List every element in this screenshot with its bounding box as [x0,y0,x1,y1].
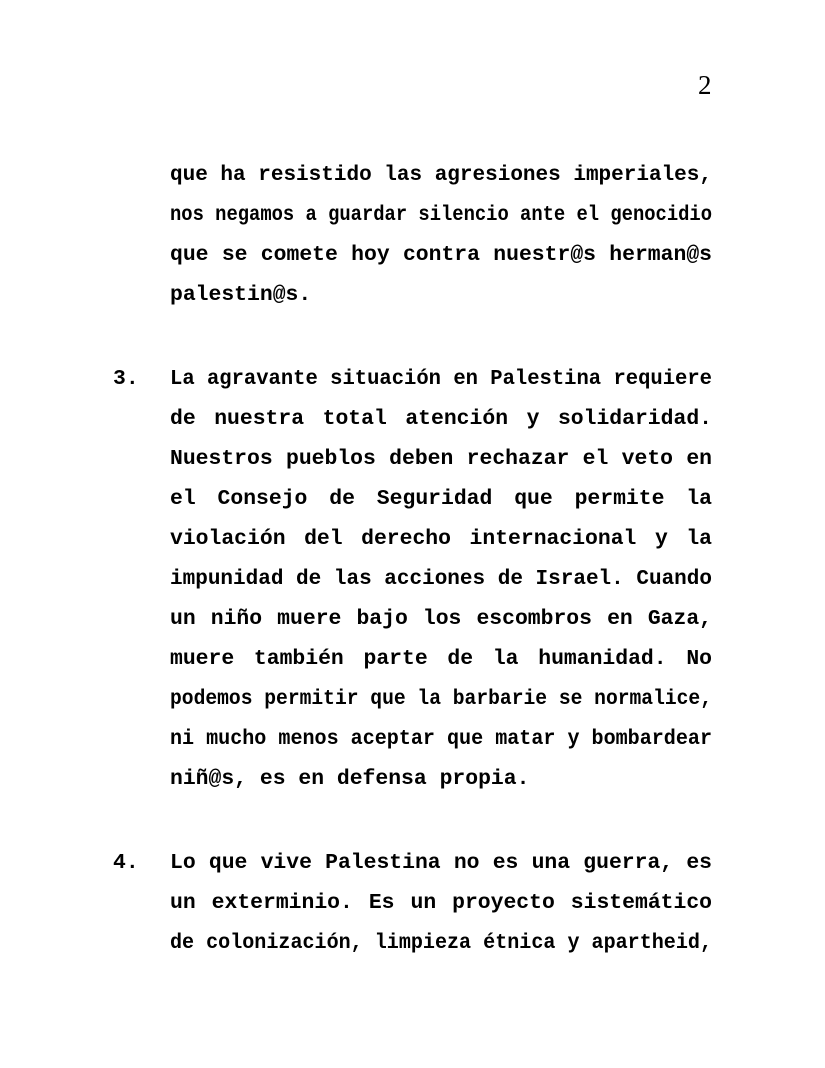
text-line [170,439,712,479]
text-line [170,679,712,719]
text-line [170,519,712,559]
text-line [170,195,712,235]
text-line [170,883,712,923]
text-line-content: niñ@s, es en defensa propia. [170,767,530,791]
page-number: 2 [698,70,712,100]
text-line-content: de colonización, limpieza étnica y apartheid, [170,931,712,955]
text-line-content: podemos permitir que la barbarie se normalice, [170,687,712,711]
text-line [170,155,712,195]
paragraph [113,843,712,963]
text-line-content: muere también parte de la humanidad. No [170,647,712,671]
text-line-content: que ha resistido las agresiones imperiales, [170,163,712,187]
text-line [170,923,712,963]
paragraph [113,359,712,799]
text-line-content: el Consejo de Seguridad que permite la [170,487,712,511]
text-line-content: un exterminio. Es un proyecto sistemático [170,891,712,915]
text-line-content: nos negamos a guardar silencio ante el genocidio [170,203,712,227]
list-item-number [113,155,170,315]
paragraph-lines [170,359,712,799]
text-line [170,639,712,679]
text-line [170,359,712,399]
paragraph-lines [170,155,712,315]
text-line-content: un niño muere bajo los escombros en Gaza, [170,607,712,631]
text-line-content: palestin@s. [170,283,312,307]
list-item-number: 4. [113,851,139,875]
text-line [170,479,712,519]
text-line-content: impunidad de las acciones de Israel. Cuando [170,567,712,591]
text-line-content: Nuestros pueblos deben rechazar el veto en [170,447,712,471]
text-line [170,275,712,315]
list-item-number: 3. [113,367,139,391]
text-line-content: La agravante situación en Palestina requiere [170,367,712,391]
text-line-content: que se comete hoy contra nuestr@s herman@s [170,243,712,267]
text-line [170,719,712,759]
text-line [170,599,712,639]
text-line-content: ni mucho menos aceptar que matar y bombardear [170,727,712,751]
text-line [170,399,712,439]
text-line-content: de nuestra total atención y solidaridad. [170,407,712,431]
text-line-content: Lo que vive Palestina no es una guerra, es [170,851,712,875]
text-line [170,559,712,599]
paragraph [113,155,712,315]
document-body [113,155,712,963]
paragraph-lines [170,843,712,963]
text-line [170,235,712,275]
text-line [170,843,712,883]
text-line-content: violación del derecho internacional y la [170,527,712,551]
text-line [170,759,712,799]
